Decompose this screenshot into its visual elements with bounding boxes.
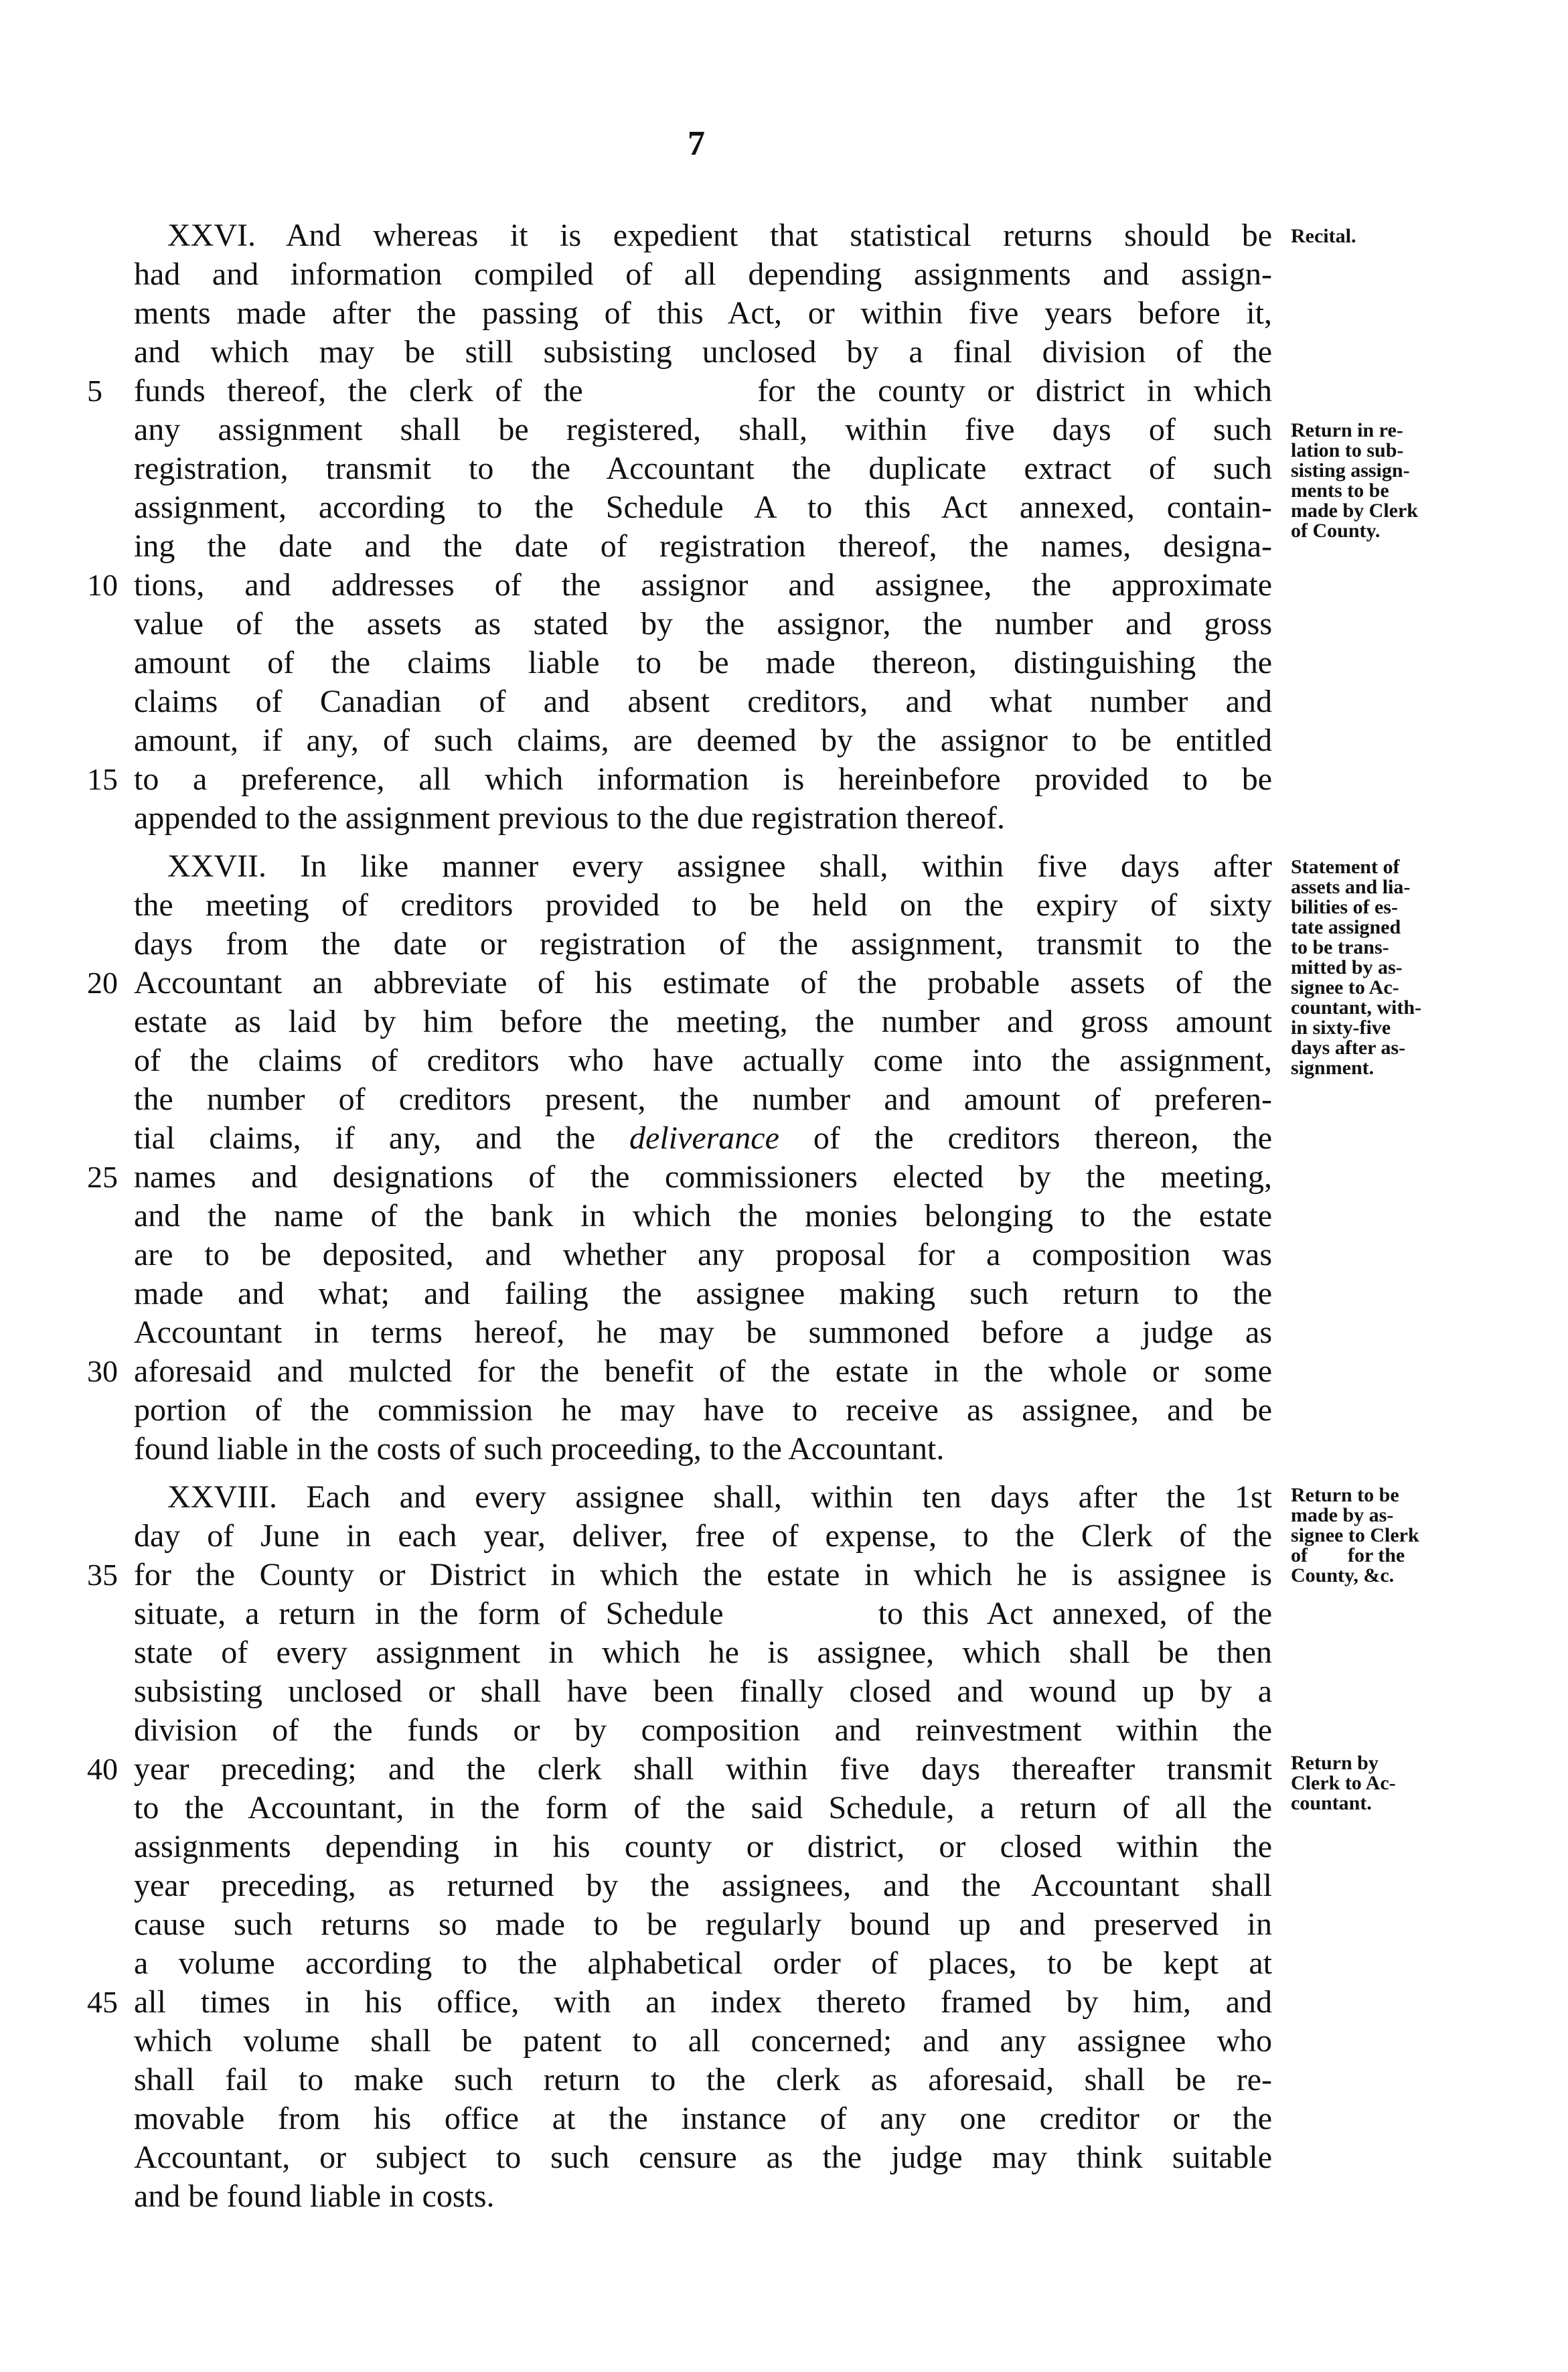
text-line: names and designations of the commissioners elected by the meeting, [134,1159,1272,1195]
margin-note-line: Return to be [1291,1484,1399,1506]
line-number: 15 [87,762,118,796]
margin-note-line: made by as- [1291,1504,1394,1526]
text-line: ments made after the passing of this Act, or within five years before it, [134,295,1272,331]
line-number: 40 [87,1752,118,1786]
text-line: the number of creditors present, the number and amount of preferen- [134,1082,1272,1117]
margin-note-line: signee to Ac- [1291,976,1399,998]
text-line: movable from his office at the instance of any one creditor or the [134,2101,1272,2136]
line-number: 30 [87,1354,118,1388]
margin-note-line: of for the [1291,1544,1405,1566]
margin-note-return-by-clerk [1291,1753,1492,1813]
margin-note-statement-of-assets [1291,857,1492,1078]
margin-note-line: ments to be [1291,479,1389,502]
text-line: and the name of the bank in which the monies belonging to the estate [134,1198,1272,1234]
margin-note-line: tate assigned [1291,916,1401,938]
line-number: 20 [87,966,118,1000]
line-number: 35 [87,1558,118,1592]
text-line: tial claims, if any, and the deliverance of the creditors thereon, the [134,1120,1273,1156]
text-line: found liable in the costs of such proceeding, to the Accountant. [134,1431,945,1467]
text-line: funds thereof, the clerk of the for the county or district in which [134,373,1272,409]
text-line: days from the date or registration of the assignment, transmit to the [134,926,1272,962]
text-line: situate, a return in the form of Schedule to this Act annexed, of the [134,1596,1272,1631]
text-line: value of the assets as stated by the assignor, the number and gross [134,606,1272,642]
margin-note-line: assets and lia- [1291,876,1411,898]
text-line: day of June in each year, deliver, free of expense, to the Clerk of the [134,1518,1272,1554]
margin-note-line: County, &c. [1291,1564,1395,1586]
text-line: and which may be still subsisting unclosed by a final division of the [134,334,1272,370]
margin-note-line: days after as- [1291,1037,1406,1059]
text-line: Accountant an abbreviate of his estimate of the probable assets of the [134,965,1272,1000]
text-line: appended to the assignment previous to the due registration thereof. [134,800,1005,836]
text-line: year preceding; and the clerk shall within five days thereafter transmit [134,1751,1272,1787]
text-line: amount of the claims liable to be made thereon, distinguishing the [134,645,1272,680]
text-line: division of the funds or by composition and reinvestment within the [134,1712,1272,1748]
text-line: Accountant, or subject to such censure as the judge may think suitable [134,2140,1272,2175]
margin-note-line: lation to sub- [1291,439,1404,461]
margin-note-line: countant. [1291,1792,1372,1814]
margin-note-line: of County. [1291,520,1381,542]
margin-note-line: in sixty-five [1291,1017,1391,1039]
text-line: are to be deposited, and whether any proposal for a composition was [134,1237,1272,1272]
text-line: XXVII. In like manner every assignee shall, within five days after [167,848,1272,884]
text-line: assignments depending in his county or district, or closed within the [134,1829,1272,1864]
text-line: year preceding, as returned by the assignees, and the Accountant shall [134,1868,1272,1903]
text-line: any assignment shall be registered, shall, within five days of such [134,412,1272,447]
text-line: portion of the commission he may have to receive as assignee, and be [134,1392,1272,1428]
text-line: ing the date and the date of registration thereof, the names, designa- [134,528,1272,564]
text-line: aforesaid and mulcted for the benefit of the estate in the whole or some [134,1353,1272,1389]
page-number: 7 [688,125,705,163]
text-line: Accountant in terms hereof, he may be summoned before a judge as [134,1315,1272,1350]
margin-note-line: Clerk to Ac- [1291,1772,1396,1794]
text-line: subsisting unclosed or shall have been finally closed and wound up by a [134,1674,1272,1709]
text-line: XXVIII. Each and every assignee shall, within ten days after the 1st [167,1479,1272,1515]
margin-note-return-by-assignee [1291,1485,1492,1586]
text-line: claims of Canadian of and absent creditors, and what number and [134,684,1272,719]
margin-note-line: Recital. [1291,225,1356,247]
text-line: XXVI. And whereas it is expedient that statistical returns should be [167,218,1272,253]
margin-note-line: signment. [1291,1057,1375,1079]
line-number: 25 [87,1160,118,1194]
margin-note-line: to be trans- [1291,936,1389,958]
text-line: a volume according to the alphabetical order of places, to be kept at [134,1945,1272,1981]
text-line: to a preference, all which information is hereinbefore provided to be [134,761,1272,797]
text-line: had and information compiled of all depending assignments and assign- [134,256,1272,292]
line-number: 10 [87,568,118,602]
margin-note-line: made by Clerk [1291,500,1418,522]
text-line: amount, if any, of such claims, are deemed by the assignor to be entitled [134,723,1272,758]
line-number: 5 [87,374,102,408]
line-number: 45 [87,1985,118,2019]
text-line: the meeting of creditors provided to be held on the expiry of sixty [134,887,1272,923]
text-line: estate as laid by him before the meeting, the number and gross amount [134,1004,1272,1039]
margin-note-recital [1291,226,1492,246]
margin-note-line: signee to Clerk [1291,1524,1419,1546]
emphasis-word: deliverance [629,1120,779,1156]
text-line: all times in his office, with an index thereto framed by him, and [134,1984,1272,2020]
margin-note-line: Return by [1291,1752,1379,1774]
text-line: tions, and addresses of the assignor and assignee, the approximate [134,567,1272,603]
margin-note-line: bilities of es- [1291,896,1398,918]
margin-note-return-subsisting [1291,421,1492,541]
text-line: state of every assignment in which he is assignee, which shall be then [134,1635,1272,1670]
margin-note-line: mitted by as- [1291,956,1403,978]
text-line: cause such returns so made to be regularly bound up and preserved in [134,1907,1272,1942]
text-line: which volume shall be patent to all concerned; and any assignee who [134,2023,1272,2059]
text-line: of the claims of creditors who have actually come into the assignment, [134,1043,1272,1078]
text-line: for the County or District in which the estate in which he is assignee is [134,1557,1272,1592]
margin-note-line: Return in re- [1291,419,1403,441]
text-line: to the Accountant, in the form of the said Schedule, a return of all the [134,1790,1272,1826]
text-line: registration, transmit to the Accountant the duplicate extract of such [134,451,1272,486]
text-line: and be found liable in costs. [134,2178,495,2214]
margin-note-line: Statement of [1291,856,1400,878]
text-line: made and what; and failing the assignee making such return to the [134,1276,1272,1311]
margin-note-line: countant, with- [1291,996,1422,1019]
text-line: shall fail to make such return to the clerk as aforesaid, shall be re- [134,2062,1272,2097]
margin-note-line: sisting assign- [1291,459,1410,481]
text-line: assignment, according to the Schedule A to this Act annexed, contain- [134,490,1272,525]
